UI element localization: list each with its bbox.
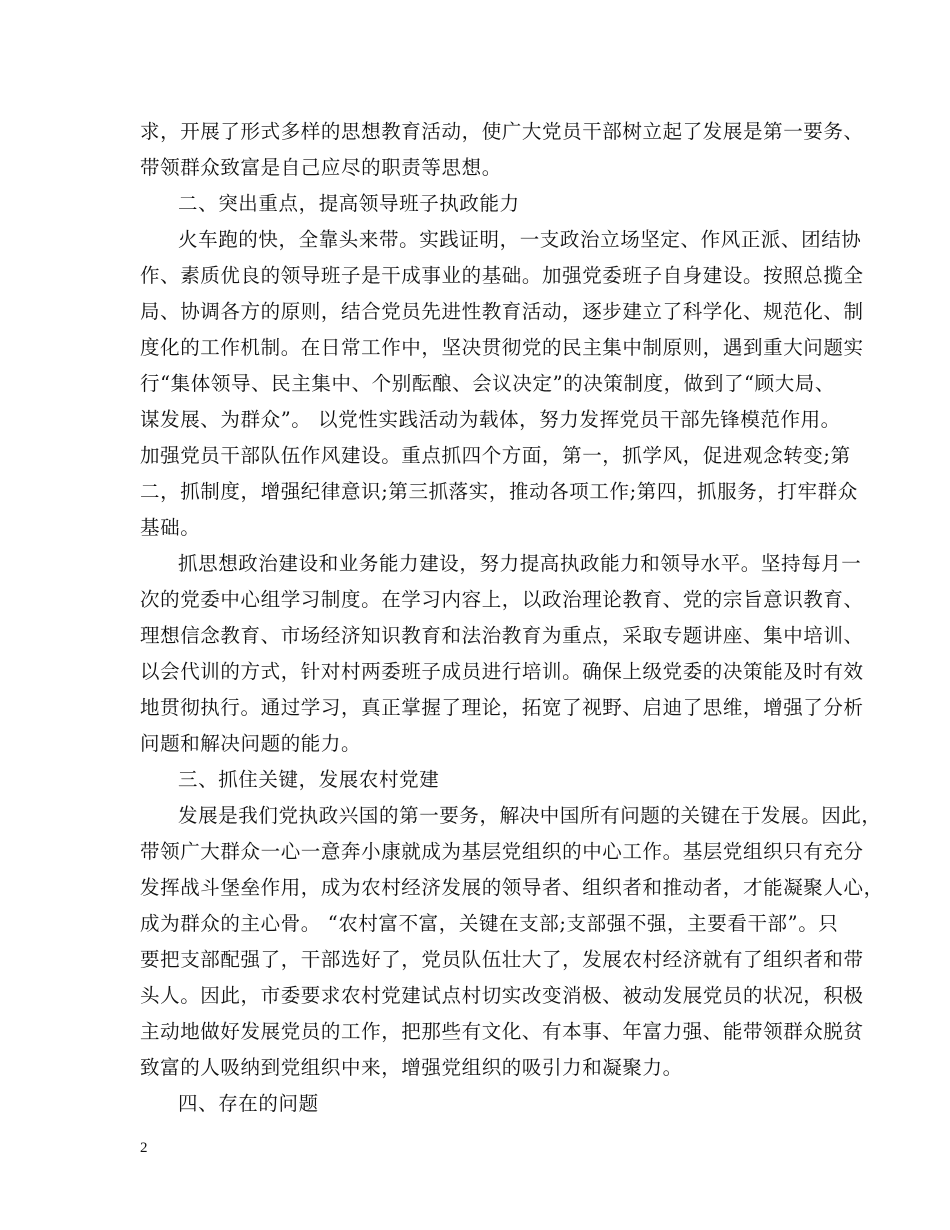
text-line: 求，开展了形式多样的思想教育活动，使广大党员干部树立起了发展是第一要务、 (140, 120, 864, 143)
text-line: 次的党委中心组学习制度。在学习内容上，以政治理论教育、党的宗旨意识教育、 (140, 588, 864, 611)
paragraph-start-line: 抓思想政治建设和业务能力建设，努力提高执政能力和领导水平。坚持每月一 (178, 552, 862, 575)
text-line: 加强党员干部队伍作风建设。重点抓四个方面，第一，抓学风，促进观念转变;第 (140, 444, 851, 467)
text-line: 要把支部配强了，干部选好了，党员队伍壮大了，发展农村经济就有了组织者和带 (140, 948, 864, 971)
text-line: 二，抓制度，增强纪律意识;第三抓落实，推动各项工作;第四，抓服务，打牢群众 (140, 480, 858, 503)
text-line: 带领群众致富是自己应尽的职责等思想。 (140, 156, 502, 179)
text-line: 谋发展、为群众”。 以党性实践活动为载体，努力发挥党员干部先锋模范作用。 (140, 408, 841, 431)
text-line: 基础。 (140, 516, 201, 539)
text-line: 发挥战斗堡垒作用，成为农村经济发展的领导者、组织者和推动者，才能凝聚人心， (140, 876, 884, 899)
paragraph-start-line: 发展是我们党执政兴国的第一要务，解决中国所有问题的关键在于发展。因此， (178, 804, 882, 827)
text-line: 局、协调各方的原则，结合党员先进性教育活动，逐步建立了科学化、规范化、制 (140, 300, 864, 323)
text-line: 作、素质优良的领导班子是干成事业的基础。加强党委班子自身建设。按照总揽全 (140, 264, 864, 287)
paragraph-start-line: 三、抓住关键，发展农村党建 (178, 768, 440, 791)
text-line: 地贯彻执行。通过学习，真正掌握了理论，拓宽了视野、启迪了思维，增强了分析 (140, 696, 864, 719)
text-line: 成为群众的主心骨。 “农村富不富，关键在支部;支部强不强，主要看干部”。只 (140, 912, 839, 935)
text-line: 度化的工作机制。在日常工作中，坚决贯彻党的民主集中制原则，遇到重大问题实 (140, 336, 864, 359)
text-line: 理想信念教育、市场经济知识教育和法治教育为重点，采取专题讲座、集中培训、 (140, 624, 864, 647)
page-number: 2 (140, 1140, 148, 1156)
text-line: 主动地做好发展党员的工作，把那些有文化、有本事、年富力强、能带领群众脱贫 (140, 1020, 864, 1043)
document-body (140, 114, 884, 1122)
text-line: 行“集体领导、民主集中、个别酝酿、会议决定”的决策制度，做到了“顾大局、 (140, 372, 836, 395)
text-line: 带领广大群众一心一意奔小康就成为基层党组织的中心工作。基层党组织只有充分 (140, 840, 864, 863)
text-line: 致富的人吸纳到党组织中来，增强党组织的吸引力和凝聚力。 (140, 1056, 683, 1079)
text-line: 以会代训的方式，针对村两委班子成员进行培训。确保上级党委的决策能及时有效 (140, 660, 864, 683)
text-line: 头人。因此，市委要求农村党建试点村切实改变消极、被动发展党员的状况，积极 (140, 984, 864, 1007)
paragraph-start-line: 火车跑的快，全靠头来带。实践证明，一支政治立场坚定、作风正派、团结协 (178, 228, 862, 251)
text-line: 问题和解决问题的能力。 (140, 732, 362, 755)
paragraph-start-line: 二、突出重点，提高领导班子执政能力 (178, 192, 520, 215)
paragraph-start-line: 四、存在的问题 (178, 1092, 319, 1115)
